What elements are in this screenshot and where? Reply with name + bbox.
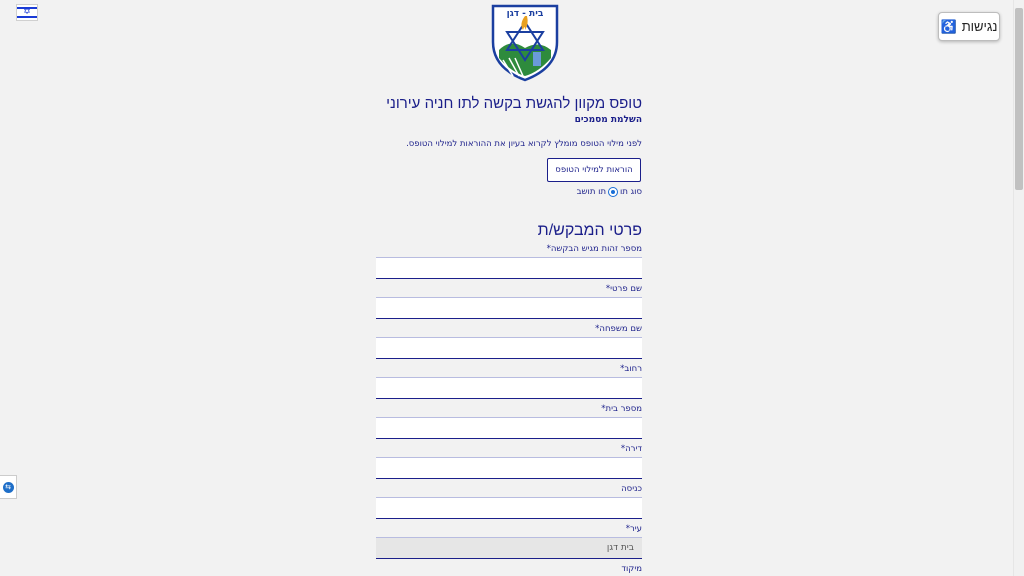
entrance-input[interactable] — [376, 497, 642, 519]
house-number-input[interactable] — [376, 417, 642, 439]
last-name-input[interactable] — [376, 337, 642, 359]
street-input[interactable] — [376, 377, 642, 399]
instructions-button[interactable]: הוראות למילוי הטופס — [547, 158, 641, 182]
apartment-label: דירה* — [620, 444, 642, 454]
street-label: רחוב* — [620, 364, 642, 374]
last-name-label: שם משפחה* — [595, 324, 642, 334]
accessibility-label: נגישות — [961, 19, 998, 34]
permit-type-label: סוג תו — [620, 187, 642, 197]
logo-text: בית - דגן — [506, 9, 544, 19]
id-number-label: מספר זהות מגיש הבקשה* — [546, 244, 642, 254]
scrollbar[interactable] — [1013, 0, 1024, 576]
chat-icon: ⇆ — [3, 482, 14, 493]
first-name-input[interactable] — [376, 297, 642, 319]
form-subtitle: השלמת מסמכים — [574, 115, 642, 125]
resident-permit-radio[interactable] — [608, 187, 618, 197]
municipality-logo — [489, 2, 561, 82]
instructions-note: לפני מילוי הטופס מומלץ לקרוא בעיון את ההוראות למילוי הטופס. — [406, 139, 642, 149]
scrollbar-thumb[interactable] — [1015, 8, 1023, 190]
city-label: עיר* — [625, 524, 642, 534]
applicant-details-heading: פרטי המבקש/ת — [537, 222, 642, 239]
wheelchair-icon: ♿ — [940, 18, 957, 34]
entrance-label: כניסה — [621, 484, 642, 494]
side-chat-widget[interactable] — [0, 475, 17, 499]
permit-type-row — [577, 187, 642, 197]
city-input[interactable]: בית דגן — [376, 537, 642, 559]
israel-flag-icon[interactable]: ✡ — [16, 4, 38, 21]
zip-code-label: מיקוד — [621, 564, 642, 574]
accessibility-button[interactable] — [938, 12, 1000, 41]
house-number-label: מספר בית* — [601, 404, 642, 414]
form-title: טופס מקוון להגשת בקשה לתו חניה עירוני — [386, 95, 642, 112]
apartment-input[interactable] — [376, 457, 642, 479]
first-name-label: שם פרטי* — [605, 284, 642, 294]
id-number-input[interactable] — [376, 257, 642, 279]
permit-type-option-label: תו תושב — [576, 187, 607, 197]
